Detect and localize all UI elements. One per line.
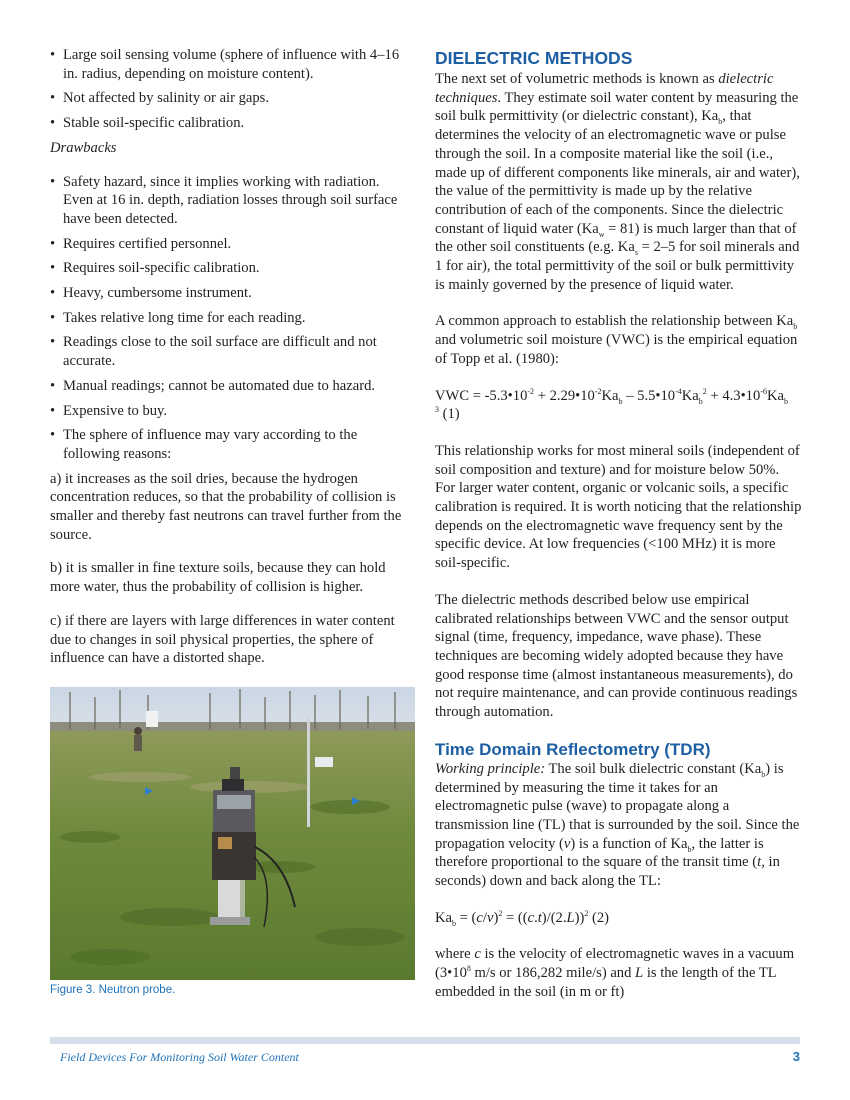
wave-velocity-paragraph: where c is the velocity of electromagnetic waves in a vacuum ($3•10^8$ m/s or 186,282 mile/s) and L is the length of the TL embedded in the soil (in m or ft): [435, 946, 795, 1000]
list-item: • Manual readings; cannot be automated due to hazard.: [50, 377, 412, 396]
list-item: • Large soil sensing volume (sphere of influence with 4–16 in. radius, depending on moisture content).: [50, 46, 412, 83]
left-column: [50, 46, 412, 668]
tdr-principle-paragraph: Working principle: The soil bulk dielectric constant $(Ka_b)$ is determined by measuring the time it takes for an electromagnetic pulse (wave) to propagate along a transmission line (TL) that is surrounded by the soil. Since the propagation velocity (v) is a function of $Ka_b$, the latter is therefore proportional to the square of the transit time (t, in seconds) down and back along the TL:: [435, 760, 800, 890]
list-item: • Readings close to the soil surface are difficult and not accurate.: [50, 333, 412, 370]
reason-a-paragraph: a) it increases as the soil dries, because the hydrogen concentration reduces, so that the probability of collision is smaller and thereby fast neutrons can travel further from the source.: [50, 470, 402, 543]
applicability-paragraph: This relationship works for most mineral soils (independent of soil composition and texture) and for moisture below 50%. For larger water content, organic or volcanic soils, a specific calibration is required. It is worth noticing that the relationship depends on the electromagnetic wave frequency sent by the specific device. At low frequencies (<100 MHz) it is more soil-specific.: [435, 442, 802, 572]
list-item: • Takes relative long time for each reading.: [50, 309, 412, 328]
list-item: • Stable soil-specific calibration.: [50, 114, 412, 133]
list-item: • The sphere of influence may vary according to the following reasons:: [50, 426, 412, 463]
drawbacks-label: Drawbacks: [50, 139, 117, 156]
dielectric-methods-paragraph: The dielectric methods described below use empirical calibrated relationships between VWC and the sensor output signal (time, frequency, impedance, wave phase). These techniques are becoming widely adopted because they have good response time (almost instantaneous measurements), do not require maintenance, and can provide continuous readings through automation.: [435, 591, 798, 721]
reason-b-paragraph: b) it is smaller in fine texture soils, because they can hold more water, thus the probability of collision is higher.: [50, 560, 386, 596]
list-item: • Requires certified personnel.: [50, 235, 412, 254]
list-item: • Safety hazard, since it implies working with radiation. Even at 16 in. depth, radiation losses through soil surface have been detected.: [50, 173, 412, 229]
drawbacks-list: [50, 173, 412, 464]
list-item: • Not affected by salinity or air gaps.: [50, 89, 412, 108]
footer-divider: [50, 1037, 800, 1044]
right-column: [435, 46, 803, 1002]
dielectric-intro-paragraph: The next set of volumetric methods is known as dielectric techniques. They estimate soil water content by measuring the soil bulk permittivity (or dielectric constant), $Ka_b$, that determines the velocity of an electromagnetic wave or pulse through the soil. In a composite material like the soil (i.e., made up of different components like minerals, air and water), the value of the permittivity is made up by the relative contribution of each of the components. Since the dielectric constant of liquid water $(Ka_w = 81)$ is much larger than that of the other soil constituents (e.g. $Ka_s = 2-5$ for soil minerals and 1 for air), the total permittivity of the soil or bulk permittivity is mainly governed by the presence of liquid water.: [435, 71, 800, 293]
advantages-list: [50, 46, 412, 133]
neutron-probe-photo: [50, 687, 415, 980]
list-item: • Requires soil-specific calibration.: [50, 259, 412, 278]
list-item: • Heavy, cumbersome instrument.: [50, 284, 412, 303]
topp-intro-paragraph: A common approach to establish the relationship between $Ka_b$ and volumetric soil moisture (VWC) is the empirical equation of Topp et al. (1980):: [435, 313, 798, 367]
footer-title: Field Devices For Monitoring Soil Water Content: [60, 1050, 299, 1064]
topp-equation: VWC = $-5.3•10^{-2}$ + $2.29•10^{-2}Ka_b$ – $5.5•10^{-4}Ka_b^2$ + $4.3•10^{-6}Ka_b$ $^3$ (1): [435, 386, 788, 423]
tdr-equation: $Ka_b = (c/v)^2 = ((c.t)/(2.L))^2$ (2): [435, 908, 610, 928]
subsection-title: Time Domain Reflectometry (TDR): [435, 739, 711, 759]
page-number: 3: [792, 1049, 800, 1064]
section-title: DIELECTRIC METHODS: [435, 48, 633, 68]
reason-c-paragraph: c) if there are layers with large differences in water content due to changes in soil physical properties, the sphere of influence can have a distorted shape.: [50, 612, 395, 667]
figure-caption: Figure 3. Neutron probe.: [50, 984, 176, 996]
list-item: • Expensive to buy.: [50, 402, 412, 421]
